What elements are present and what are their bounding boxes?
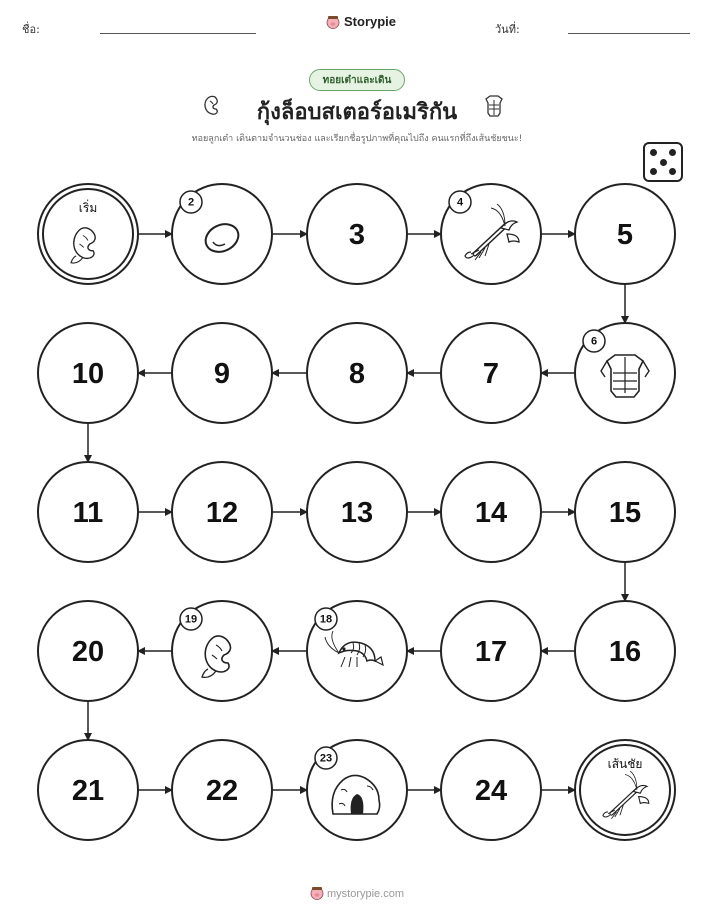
- pig-logo-icon: [310, 886, 324, 900]
- board-space-20[interactable]: [38, 601, 138, 701]
- space-number: 2: [187, 196, 195, 209]
- name-label: ชื่อ:: [22, 23, 40, 36]
- space-number: 6: [590, 335, 598, 348]
- space-number: 4: [456, 196, 464, 209]
- board-space-5[interactable]: [575, 184, 675, 284]
- board-space-23[interactable]: [307, 740, 407, 840]
- board-space-12[interactable]: [172, 462, 272, 562]
- space-number: 11: [72, 497, 104, 529]
- page-title: กุ้งล็อบสเตอร์อเมริกัน: [256, 100, 458, 125]
- space-number: 12: [205, 497, 239, 529]
- space-number: 14: [474, 497, 508, 529]
- game-type-badge: ทอยเต๋าและเดิน: [309, 69, 405, 91]
- space-number: 13: [340, 497, 374, 529]
- date-label: วันที่:: [495, 23, 520, 36]
- board-space-13[interactable]: [307, 462, 407, 562]
- space-number: 3: [348, 219, 366, 251]
- board-space-2[interactable]: [172, 184, 272, 284]
- board-space-11[interactable]: [38, 462, 138, 562]
- board-space-6[interactable]: [575, 323, 675, 423]
- board-space-3[interactable]: [307, 184, 407, 284]
- game-instructions: ทอยลูกเต๋า เดินตามจำนวนช่อง และเรียกชื่อรูปภาพที่คุณไปถึง คนแรกที่ถึงเส้นชัยชนะ!: [191, 134, 523, 144]
- space-number: 19: [184, 613, 198, 626]
- finish-label: เส้นชัย: [607, 757, 643, 771]
- board-space-17[interactable]: [441, 601, 541, 701]
- brand-name: Storypie: [344, 14, 397, 29]
- board-space-15[interactable]: [575, 462, 675, 562]
- space-number: 21: [71, 775, 105, 807]
- start-space[interactable]: [38, 184, 138, 284]
- space-number: 10: [71, 358, 105, 390]
- board-space-19[interactable]: [172, 601, 272, 701]
- board-space-7[interactable]: [441, 323, 541, 423]
- board-space-14[interactable]: [441, 462, 541, 562]
- board-space-21[interactable]: [38, 740, 138, 840]
- footer-site-text: mystorypie.com: [326, 888, 405, 900]
- finish-space[interactable]: [575, 740, 675, 840]
- space-number: 8: [348, 358, 366, 390]
- footer-site: [0, 886, 714, 900]
- space-number: 16: [608, 636, 642, 668]
- board-space-8[interactable]: [307, 323, 407, 423]
- space-number: 7: [482, 358, 500, 390]
- space-number: 22: [205, 775, 239, 807]
- space-number: 23: [319, 752, 333, 765]
- board-space-9[interactable]: [172, 323, 272, 423]
- board-space-24[interactable]: [441, 740, 541, 840]
- space-number: 15: [608, 497, 642, 529]
- board-space-4[interactable]: [441, 184, 541, 284]
- board-space-16[interactable]: [575, 601, 675, 701]
- board-space-10[interactable]: [38, 323, 138, 423]
- space-number: 20: [71, 636, 105, 668]
- board-space-22[interactable]: [172, 740, 272, 840]
- space-number: 9: [213, 358, 231, 390]
- space-number: 18: [319, 613, 333, 626]
- space-number: 5: [616, 219, 634, 251]
- space-number: 24: [474, 775, 508, 807]
- start-label: เริ่ม: [78, 201, 98, 215]
- board-space-18[interactable]: [307, 601, 407, 701]
- space-number: 17: [474, 636, 508, 668]
